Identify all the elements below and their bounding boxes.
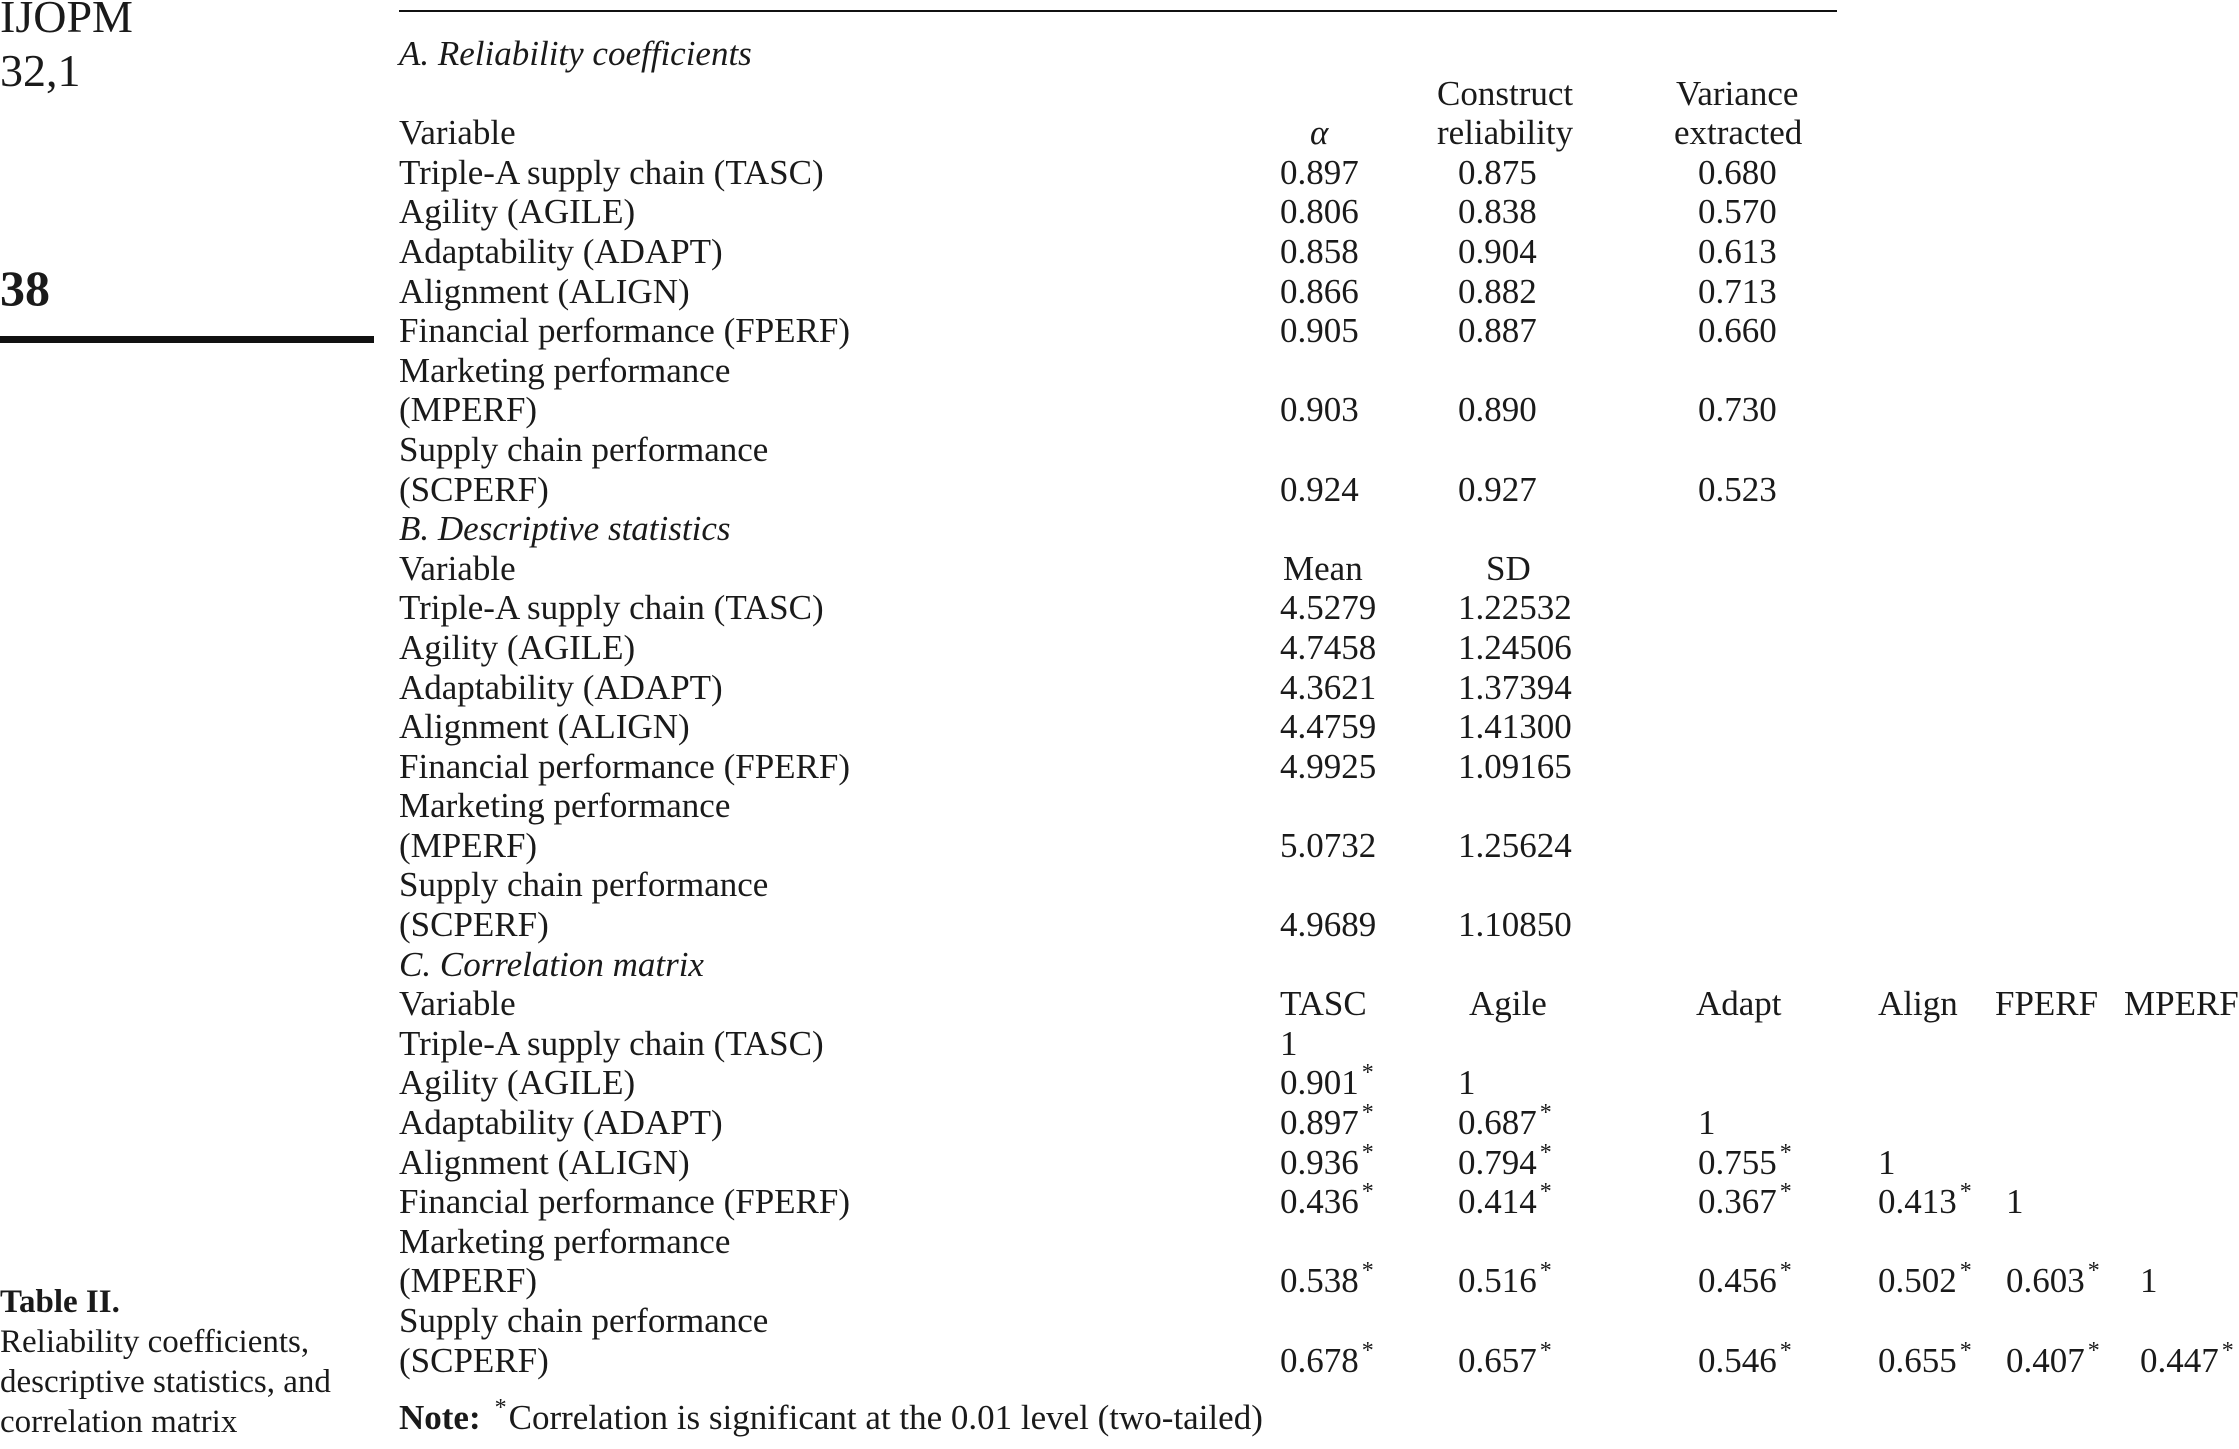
row-label-cont: (MPERF): [399, 390, 538, 430]
row-label: Marketing performance: [399, 350, 731, 390]
table-cell: [1280, 192, 1359, 232]
cell-value: 0.538: [1280, 1261, 1359, 1301]
cell-value: 0.924: [1280, 469, 1359, 509]
cell-value: 0.407: [2006, 1340, 2085, 1380]
significance-marker: *: [2221, 1337, 2234, 1364]
cell-value: 1: [1878, 1142, 1896, 1182]
table-cell: [1280, 232, 1359, 272]
table-cell: [1458, 1063, 1476, 1103]
header-extracted: extracted: [1674, 113, 1803, 153]
cell-value: 1: [1280, 1023, 1298, 1063]
table-cell: [1458, 272, 1537, 312]
table-row: [399, 1024, 1837, 1064]
table-cell: [1698, 153, 1777, 193]
table-cell: [1280, 470, 1359, 510]
header-alpha: α: [1310, 113, 1329, 153]
page-number: 38: [0, 260, 50, 316]
table-cell: [1878, 1143, 1896, 1183]
cell-value: 0.882: [1458, 271, 1537, 311]
row-label: Financial performance (FPERF): [399, 746, 851, 786]
note-marker: *: [494, 1395, 507, 1421]
significance-marker: *: [1361, 1337, 1374, 1364]
cell-value: 0.456: [1698, 1261, 1777, 1301]
row-label: Agility (AGILE): [399, 1063, 636, 1103]
journal-volume: 32,1: [0, 45, 81, 96]
table-cell: [1458, 470, 1537, 510]
table-cell: [1280, 707, 1376, 747]
row-label: Adaptability (ADAPT): [399, 231, 723, 271]
cell-value: 1.10850: [1458, 905, 1572, 945]
table-cell: [1280, 311, 1359, 351]
row-label: Marketing performance: [399, 1221, 731, 1261]
table-cell: [1878, 1337, 1972, 1386]
table-row: [399, 153, 1837, 193]
cell-value: 0.680: [1698, 152, 1777, 192]
row-label-cont: (SCPERF): [399, 905, 549, 945]
row-label: Alignment (ALIGN): [399, 707, 690, 747]
table-cell: [2006, 1258, 2100, 1306]
table-cell: [1458, 311, 1537, 351]
table-row: [399, 74, 1837, 114]
significance-marker: *: [1779, 1258, 1792, 1285]
header-agile: Agile: [1469, 984, 1547, 1024]
header-mean: Mean: [1283, 548, 1363, 588]
table-cell: [1458, 668, 1572, 708]
table-cell: [1698, 1337, 1792, 1386]
cell-value: 0.655: [1878, 1340, 1957, 1380]
sidebar-rule: [0, 336, 374, 343]
header-adapt: Adapt: [1696, 984, 1782, 1024]
cell-value: 0.755: [1698, 1142, 1777, 1182]
significance-marker: *: [1361, 1100, 1374, 1127]
cell-value: 1.09165: [1458, 746, 1572, 786]
cell-value: 0.516: [1458, 1261, 1537, 1301]
cell-value: 0.603: [2006, 1261, 2085, 1301]
cell-value: 0.887: [1458, 311, 1537, 351]
statistics-table: [399, 34, 2239, 1380]
table-cell: [1280, 905, 1376, 945]
significance-marker: *: [1959, 1179, 1972, 1206]
table-cell: [1698, 1258, 1792, 1306]
row-label: Financial performance (FPERF): [399, 311, 851, 351]
table-row: [399, 1221, 2158, 1301]
cell-value: 5.0732: [1280, 825, 1377, 865]
table-cell: [1280, 1179, 1374, 1227]
row-label: Adaptability (ADAPT): [399, 667, 723, 707]
table-cell: [1280, 1060, 1374, 1108]
table-row: [399, 549, 1837, 589]
sidebar: [0, 0, 375, 1449]
table-row: [399, 1139, 1896, 1183]
header-sd: SD: [1486, 548, 1531, 588]
significance-marker: *: [2087, 1258, 2100, 1285]
cell-value: 0.687: [1458, 1103, 1537, 1143]
cell-value: 0.794: [1458, 1142, 1537, 1182]
table-note: [399, 1395, 1263, 1442]
table-cell: [1280, 1100, 1374, 1148]
table-cell: [1280, 1024, 1298, 1064]
cell-value: 0.613: [1698, 231, 1777, 271]
section-title-a: A. Reliability coefficients: [399, 34, 752, 73]
row-label: Adaptability (ADAPT): [399, 1103, 723, 1143]
cell-value: 0.890: [1458, 390, 1537, 430]
cell-value: 0.905: [1280, 311, 1359, 351]
significance-marker: *: [1361, 1179, 1374, 1206]
significance-marker: *: [2087, 1337, 2100, 1364]
table-cell: [1280, 1337, 1374, 1386]
cell-value: 0.897: [1280, 1103, 1359, 1143]
table-row: [399, 430, 1837, 509]
row-label-cont: (SCPERF): [399, 469, 549, 509]
table-row: [399, 1100, 1837, 1143]
significance-marker: *: [1361, 1139, 1374, 1166]
cell-value: 0.936: [1280, 1142, 1359, 1182]
table-row: [399, 272, 1837, 312]
cell-value: 0.858: [1280, 231, 1359, 271]
row-label: Alignment (ALIGN): [399, 271, 690, 311]
row-label: Agility (AGILE): [399, 627, 636, 667]
table-cell: [1280, 390, 1359, 430]
row-label: Supply chain performance: [399, 1301, 769, 1340]
table-row: [399, 984, 2239, 1024]
table-cell: [1458, 1258, 1552, 1306]
header-reliability: reliability: [1437, 113, 1574, 153]
row-label: Marketing performance: [399, 786, 731, 826]
table-row: [399, 668, 1837, 708]
row-label: Triple-A supply chain (TASC): [399, 1023, 824, 1063]
cell-value: 0.546: [1698, 1340, 1777, 1380]
cell-value: 1.25624: [1458, 825, 1572, 865]
table-row: [399, 232, 1837, 272]
header-align: Align: [1878, 984, 1958, 1024]
cell-value: 0.904: [1458, 231, 1537, 271]
table-cell: [1458, 1139, 1552, 1188]
table-cell: [1458, 1179, 1552, 1227]
cell-value: 0.838: [1458, 192, 1537, 232]
table-cell: [1698, 1139, 1792, 1188]
header-variable: Variable: [399, 984, 516, 1024]
row-label: Triple-A supply chain (TASC): [399, 588, 824, 628]
journal-id: [0, 0, 133, 98]
table-cell: [1458, 826, 1572, 866]
header-mperf: MPERF: [2124, 984, 2239, 1024]
cell-value: 0.903: [1280, 390, 1359, 430]
table-cell: [1458, 1100, 1552, 1148]
cell-value: 1: [2140, 1261, 2158, 1301]
cell-value: 0.901: [1280, 1063, 1359, 1103]
table-cell: [1698, 470, 1777, 510]
table-cell: [1280, 668, 1376, 708]
table-cell: [1458, 232, 1537, 272]
table-cell: [1458, 1337, 1552, 1386]
cell-value: 1: [1698, 1103, 1716, 1143]
header-variance: Variance: [1676, 73, 1799, 113]
table-cell: [1280, 1139, 1374, 1188]
table-row: [399, 945, 1837, 985]
table-cell: [2006, 1337, 2100, 1386]
cell-value: 4.7458: [1280, 627, 1377, 667]
table-cell: [1458, 153, 1537, 193]
cell-value: 0.447: [2140, 1340, 2219, 1380]
cell-value: 4.4759: [1280, 707, 1377, 747]
table-row: [399, 628, 1837, 668]
table-cell: [1280, 588, 1376, 628]
table-row: [399, 1179, 2024, 1222]
significance-marker: *: [1779, 1337, 1792, 1364]
cell-value: 1.22532: [1458, 588, 1572, 628]
cell-value: 0.414: [1458, 1182, 1537, 1222]
table-cell: [2140, 1261, 2158, 1301]
table-cell: [2140, 1337, 2234, 1386]
table-row: [399, 311, 1837, 351]
table-cell: [1280, 153, 1359, 193]
cell-value: 0.413: [1878, 1182, 1957, 1222]
table-cell: [1878, 1258, 1972, 1306]
table-row: [399, 786, 1837, 865]
table-row: [399, 747, 1837, 787]
row-label: Agility (AGILE): [399, 192, 636, 232]
cell-value: 0.570: [1698, 192, 1777, 232]
table-caption: [0, 1282, 372, 1442]
table-row: [399, 707, 1837, 747]
row-label: Alignment (ALIGN): [399, 1142, 690, 1182]
significance-marker: *: [1539, 1179, 1552, 1206]
cell-value: 0.436: [1280, 1182, 1359, 1222]
header-tasc: TASC: [1280, 984, 1367, 1024]
row-label: Supply chain performance: [399, 865, 769, 905]
cell-value: 0.367: [1698, 1182, 1777, 1222]
table-cell: [1280, 272, 1359, 312]
table-cell: [1458, 628, 1572, 668]
cell-value: 0.806: [1280, 192, 1359, 232]
table-row: [399, 113, 1837, 153]
header-fperf: FPERF: [1995, 984, 2099, 1024]
cell-value: 4.3621: [1280, 667, 1377, 707]
table-cell: [1698, 272, 1777, 312]
cell-value: 0.660: [1698, 311, 1777, 351]
row-label: Financial performance (FPERF): [399, 1182, 851, 1222]
cell-value: 0.875: [1458, 152, 1537, 192]
table-caption-text: Reliability coefficients, descriptive statistics, and correlation matrix: [0, 1324, 331, 1440]
table-cell: [1458, 192, 1537, 232]
top-rule: [399, 10, 1837, 12]
section-title-c: C. Correlation matrix: [399, 944, 704, 984]
table-cell: [1698, 1179, 1792, 1227]
row-label-cont: (SCPERF): [399, 1340, 549, 1380]
cell-value: 0.657: [1458, 1340, 1537, 1380]
note-label: Note:: [399, 1398, 481, 1437]
table-row: [399, 1060, 1837, 1103]
table-row: [399, 34, 1837, 74]
significance-marker: *: [1539, 1258, 1552, 1285]
table-row: [399, 192, 1837, 232]
row-label-cont: (MPERF): [399, 1261, 538, 1301]
cell-value: 0.927: [1458, 469, 1537, 509]
table-cell: [1698, 390, 1777, 430]
table-cell: [1458, 905, 1572, 945]
table-cell: [1280, 1258, 1374, 1306]
cell-value: 4.9689: [1280, 905, 1377, 945]
cell-value: 1.37394: [1458, 667, 1572, 707]
cell-value: 0.730: [1698, 390, 1777, 430]
cell-value: 0.502: [1878, 1261, 1957, 1301]
table-row: [399, 588, 1837, 628]
cell-value: 0.897: [1280, 152, 1359, 192]
table-cell: [1280, 628, 1376, 668]
table-cell: [1458, 747, 1572, 787]
row-label-cont: (MPERF): [399, 825, 538, 865]
significance-marker: *: [1959, 1258, 1972, 1285]
section-title-b: B. Descriptive statistics: [399, 509, 731, 549]
table-cell: [1280, 826, 1376, 866]
cell-value: 1.41300: [1458, 707, 1572, 747]
significance-marker: *: [1361, 1060, 1374, 1087]
cell-value: 1: [1458, 1063, 1476, 1103]
table-cell: [1698, 311, 1777, 351]
significance-marker: *: [1539, 1139, 1552, 1166]
header-construct: Construct: [1437, 73, 1574, 113]
table-cell: [1458, 390, 1537, 430]
header-variable: Variable: [399, 113, 516, 153]
table-cell: [1458, 707, 1572, 747]
table-cell: [2006, 1182, 2024, 1222]
table-row: [399, 509, 1837, 549]
row-label: Triple-A supply chain (TASC): [399, 152, 824, 192]
cell-value: 1: [2006, 1182, 2024, 1222]
cell-value: 4.5279: [1280, 588, 1377, 628]
significance-marker: *: [1779, 1139, 1792, 1166]
table-cell: [1878, 1179, 1972, 1227]
cell-value: 0.523: [1698, 469, 1777, 509]
table-row: [399, 351, 1837, 430]
header-variable: Variable: [399, 548, 516, 588]
cell-value: 1.24506: [1458, 627, 1572, 667]
significance-marker: *: [1959, 1337, 1972, 1364]
table-row: [399, 865, 1837, 944]
significance-marker: *: [1539, 1337, 1552, 1364]
table-cell: [1698, 232, 1777, 272]
cell-value: 0.713: [1698, 271, 1777, 311]
cell-value: 0.866: [1280, 271, 1359, 311]
journal-name: IJOPM: [0, 0, 133, 42]
table-cell: [1458, 588, 1572, 628]
note-text: Correlation is significant at the 0.01 level (two-tailed): [508, 1398, 1263, 1437]
table-caption-title: Table II.: [0, 1284, 120, 1320]
significance-marker: *: [1361, 1258, 1374, 1285]
row-label: Supply chain performance: [399, 429, 769, 469]
table-cell: [1280, 747, 1376, 787]
cell-value: 0.678: [1280, 1340, 1359, 1380]
table-row: [399, 1301, 2234, 1380]
table-cell: [1698, 192, 1777, 232]
significance-marker: *: [1539, 1100, 1552, 1127]
significance-marker: *: [1779, 1179, 1792, 1206]
cell-value: 4.9925: [1280, 746, 1377, 786]
table-cell: [1698, 1103, 1716, 1143]
